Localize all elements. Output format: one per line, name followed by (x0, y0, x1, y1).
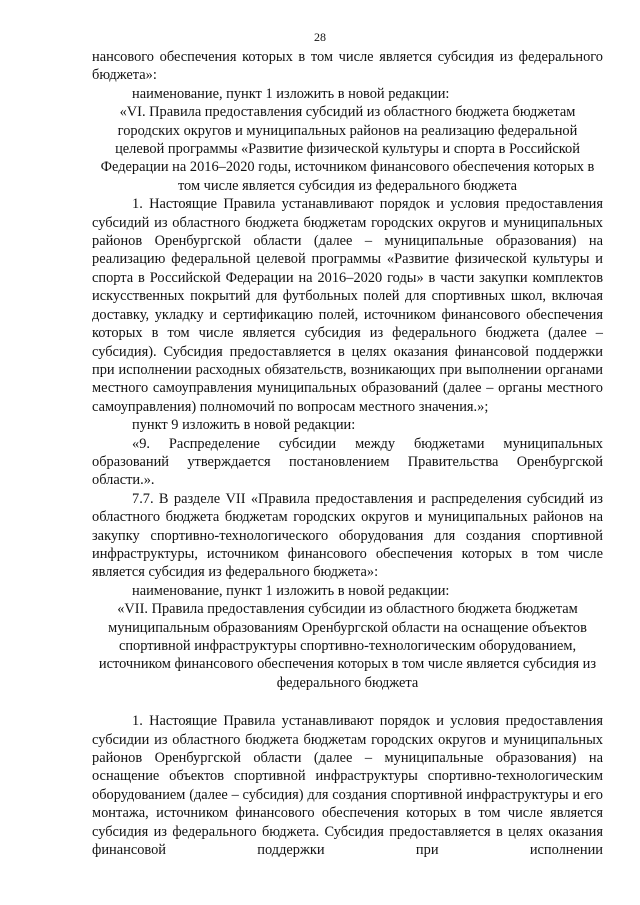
paragraph-7-7: 7.7. В разделе VII «Правила предоставления и распределения субсидий из областного бюджета бюджетам городских округов и муниципальных районов на закупку спортивно-технологического оборудования для создания спортивной инфраструктуры, источником финансового обеспечения которых в том числе является субсидия из федерального бюджета»: (92, 490, 603, 581)
section-vii-heading: «VII. Правила предоставления субсидии из областного бюджета бюджетам муниципальным образованиям Оренбургской области на оснащение объектов спортивной инфраструктуры спортивно-технологическим оборудованием, источником финансового обеспечения которых в том числе является субсидия из федерального бюджета (98, 601, 597, 691)
paragraph-continuation: нансового обеспечения которых в том числе является субсидия из федерального бюджета»: (92, 49, 603, 84)
paragraph-point-9: «9. Распределение субсидии между бюджетами муниципальных образований утверждается постановлением Правительства Оренбургской области.». (92, 435, 603, 489)
document-body (92, 48, 603, 859)
paragraph-instruction-point-9: пункт 9 изложить в новой редакции: (132, 417, 356, 434)
paragraph-vi-point-1: 1. Настоящие Правила устанавливают порядок и условия предоставления субсидий из областного бюджета бюджетам городских округов и муниципальных районов Оренбургской области (далее – муниципальные образования) на реализацию федеральной целевой программы «Развитие физической культуры и спорта в Российской Федерации на 2016–2020 годы» в части закупки комплектов искусственных покрытий для футбольных полей для спортивных школ, включая доставку, укладку и сертификацию полей, источником финансового обеспечения которых в том числе является субсидия из федерального бюджета (далее – субсидия). Субсидия предоставляется в целях оказания финансовой поддержки при исполнении расходных обязательств, возникающих при выполнении органами местного самоуправления муниципальных образований (далее – органы местного самоуправления) полномочий по вопросам местного значения.»; (92, 196, 603, 415)
paragraph-instruction-name-2: наименование, пункт 1 изложить в новой редакции: (132, 582, 450, 599)
paragraph-vii-point-1: 1. Настоящие Правила устанавливают порядок и условия предоставления субсидии из областного бюджета бюджетам городских округов и муниципальных районов Оренбургской области (далее – муниципальные образования) на оснащение объектов спортивной инфраструктуры спортивно-технологическим оборудованием (далее – субсидия) для создания спортивной инфраструктуры и его монтажа, источником финансового обеспечения которых в том числе является субсидия из федерального бюджета. Субсидия предоставляется в целях оказания финансовой поддержки при исполнении (92, 713, 603, 859)
page-number: 28 (314, 30, 326, 44)
section-vi-heading: «VI. Правила предоставления субсидий из областного бюджета бюджетам городских округов и муниципальных районов на реализацию федеральной целевой программы «Развитие физической культуры и спорта в Российской Федерации на 2016–2020 годы, источником финансового обеспечения которых в том числе является субсидия из федерального бюджета (100, 104, 595, 194)
paragraph-instruction-name: наименование, пункт 1 изложить в новой редакции: (132, 85, 450, 102)
